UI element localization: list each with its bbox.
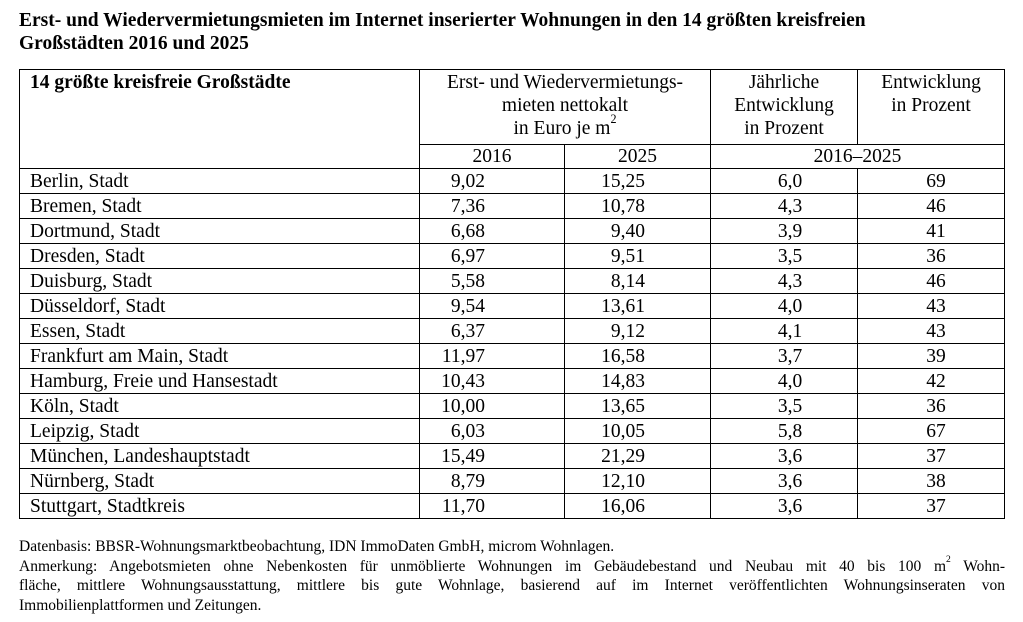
table-header-row — [20, 70, 1005, 145]
rent-2016-cell: 10,00 — [420, 394, 565, 419]
city-name-cell: Essen, Stadt — [20, 319, 420, 344]
table-row — [20, 444, 1005, 469]
city-name-cell: Frankfurt am Main, Stadt — [20, 344, 420, 369]
rent-2016-cell: 5,58 — [420, 269, 565, 294]
annual-change-cell: 3,5 — [711, 244, 858, 269]
footnote-anmerkung-text-b: Wohn- — [950, 557, 1005, 575]
table-row — [20, 319, 1005, 344]
city-name-cell: Hamburg, Freie und Hansestadt — [20, 369, 420, 394]
rent-2025-cell: 21,29 — [565, 444, 711, 469]
header-rent-superscript: 2 — [610, 112, 617, 127]
total-change-cell: 39 — [858, 344, 1005, 369]
table-row — [20, 169, 1005, 194]
table-row — [20, 269, 1005, 294]
rent-2016-cell: 15,49 — [420, 444, 565, 469]
rent-2016-cell: 6,37 — [420, 319, 565, 344]
header-rent — [420, 70, 711, 145]
annual-change-cell: 3,7 — [711, 344, 858, 369]
header-cities: 14 größte kreisfreie Großstädte — [20, 70, 420, 169]
header-development-line-1: Entwicklung — [881, 72, 981, 93]
header-annual-line-2: Entwicklung — [734, 95, 834, 116]
footnote-anmerkung-line-2: fläche, mittlere Wohnungsausstattung, mittlere bis gute Wohnlage, basierend auf im Internet veröffentlichten Wohnungsinseraten von — [19, 577, 1005, 594]
rent-2016-cell: 6,03 — [420, 419, 565, 444]
total-change-cell: 41 — [858, 219, 1005, 244]
footnote-anmerkung-line-1 — [19, 553, 1005, 577]
city-name-cell: Berlin, Stadt — [20, 169, 420, 194]
rent-2016-cell: 8,79 — [420, 469, 565, 494]
table-body — [20, 169, 1005, 519]
city-name-cell: Dresden, Stadt — [20, 244, 420, 269]
rent-2025-cell: 16,06 — [565, 494, 711, 519]
header-rent-line-1: Erst- und Wiedervermietungs- — [446, 72, 684, 93]
city-name-cell: Nürnberg, Stadt — [20, 469, 420, 494]
rent-2016-cell: 11,97 — [420, 344, 565, 369]
table-row — [20, 469, 1005, 494]
rent-2025-cell: 10,78 — [565, 194, 711, 219]
table-row — [20, 394, 1005, 419]
rent-2025-cell: 9,51 — [565, 244, 711, 269]
total-change-cell: 37 — [858, 444, 1005, 469]
annual-change-cell: 3,6 — [711, 469, 858, 494]
rent-2025-cell: 16,58 — [565, 344, 711, 369]
header-rent-line-3 — [420, 112, 710, 140]
total-change-cell: 46 — [858, 269, 1005, 294]
table-row — [20, 369, 1005, 394]
total-change-cell: 69 — [858, 169, 1005, 194]
header-year-2016: 2016 — [420, 145, 565, 169]
rent-2016-cell: 11,70 — [420, 494, 565, 519]
footnote-anmerkung-text-a: Anmerkung: Angebotsmieten ohne Nebenkosten für unmöblierte Wohnungen im Gebäudebestand und Neubau mit 40 bis 100 m — [19, 557, 947, 575]
header-annual-line-3: in Prozent — [744, 118, 824, 139]
header-year-2025: 2025 — [565, 145, 711, 169]
total-change-cell: 42 — [858, 369, 1005, 394]
rent-2025-cell: 9,40 — [565, 219, 711, 244]
rent-2025-cell: 12,10 — [565, 469, 711, 494]
rent-2025-cell: 13,65 — [565, 394, 711, 419]
city-name-cell: Stuttgart, Stadtkreis — [20, 494, 420, 519]
rent-2016-cell: 9,54 — [420, 294, 565, 319]
total-change-cell: 37 — [858, 494, 1005, 519]
header-development — [858, 70, 1005, 145]
table-row — [20, 344, 1005, 369]
rent-2016-cell: 7,36 — [420, 194, 565, 219]
city-name-cell: München, Landeshauptstadt — [20, 444, 420, 469]
header-annual-line-1: Jährliche — [748, 72, 820, 93]
rent-2025-cell: 15,25 — [565, 169, 711, 194]
header-annual — [711, 70, 858, 145]
header-period: 2016–2025 — [711, 145, 1005, 169]
city-name-cell: Düsseldorf, Stadt — [20, 294, 420, 319]
total-change-cell: 38 — [858, 469, 1005, 494]
title-line-1: Erst- und Wiedervermietungsmieten im Internet inserierter Wohnungen in den 14 größten kreisfreien — [19, 10, 866, 31]
total-change-cell: 43 — [858, 294, 1005, 319]
rent-2025-cell: 14,83 — [565, 369, 711, 394]
rent-2016-cell: 10,43 — [420, 369, 565, 394]
city-name-cell: Köln, Stadt — [20, 394, 420, 419]
rent-table — [19, 69, 1005, 519]
footnote — [19, 537, 1005, 615]
rent-2016-cell: 9,02 — [420, 169, 565, 194]
table-row — [20, 494, 1005, 519]
rent-2025-cell: 13,61 — [565, 294, 711, 319]
total-change-cell: 36 — [858, 394, 1005, 419]
rent-2016-cell: 6,97 — [420, 244, 565, 269]
header-development-line-2: in Prozent — [891, 95, 971, 116]
rent-2025-cell: 8,14 — [565, 269, 711, 294]
annual-change-cell: 4,0 — [711, 294, 858, 319]
header-rent-line-2: mieten nettokalt — [501, 95, 629, 116]
rent-2025-cell: 9,12 — [565, 319, 711, 344]
table-row — [20, 194, 1005, 219]
table-row — [20, 419, 1005, 444]
footnote-anmerkung-line-3: Immobilienplattformen und Zeitungen. — [19, 596, 262, 614]
table-row — [20, 219, 1005, 244]
city-name-cell: Duisburg, Stadt — [20, 269, 420, 294]
total-change-cell: 67 — [858, 419, 1005, 444]
annual-change-cell: 4,3 — [711, 269, 858, 294]
annual-change-cell: 3,6 — [711, 494, 858, 519]
header-rent-unit: in Euro je m — [513, 118, 611, 139]
annual-change-cell: 3,6 — [711, 444, 858, 469]
total-change-cell: 36 — [858, 244, 1005, 269]
annual-change-cell: 3,5 — [711, 394, 858, 419]
annual-change-cell: 4,1 — [711, 319, 858, 344]
annual-change-cell: 6,0 — [711, 169, 858, 194]
annual-change-cell: 3,9 — [711, 219, 858, 244]
total-change-cell: 43 — [858, 319, 1005, 344]
annual-change-cell: 5,8 — [711, 419, 858, 444]
annual-change-cell: 4,0 — [711, 369, 858, 394]
annual-change-cell: 4,3 — [711, 194, 858, 219]
title-line-2: Großstädten 2016 und 2025 — [19, 33, 249, 54]
footnote-anmerkung-superscript: 2 — [946, 553, 951, 565]
footnote-datenbasis: Datenbasis: BBSR-Wohnungsmarktbeobachtung, IDN ImmoDaten GmbH, microm Wohnlagen. — [19, 538, 615, 555]
city-name-cell: Leipzig, Stadt — [20, 419, 420, 444]
rent-2016-cell: 6,68 — [420, 219, 565, 244]
total-change-cell: 46 — [858, 194, 1005, 219]
city-name-cell: Bremen, Stadt — [20, 194, 420, 219]
table-row — [20, 294, 1005, 319]
city-name-cell: Dortmund, Stadt — [20, 219, 420, 244]
table-row — [20, 244, 1005, 269]
rent-2025-cell: 10,05 — [565, 419, 711, 444]
page-title — [19, 9, 1009, 55]
